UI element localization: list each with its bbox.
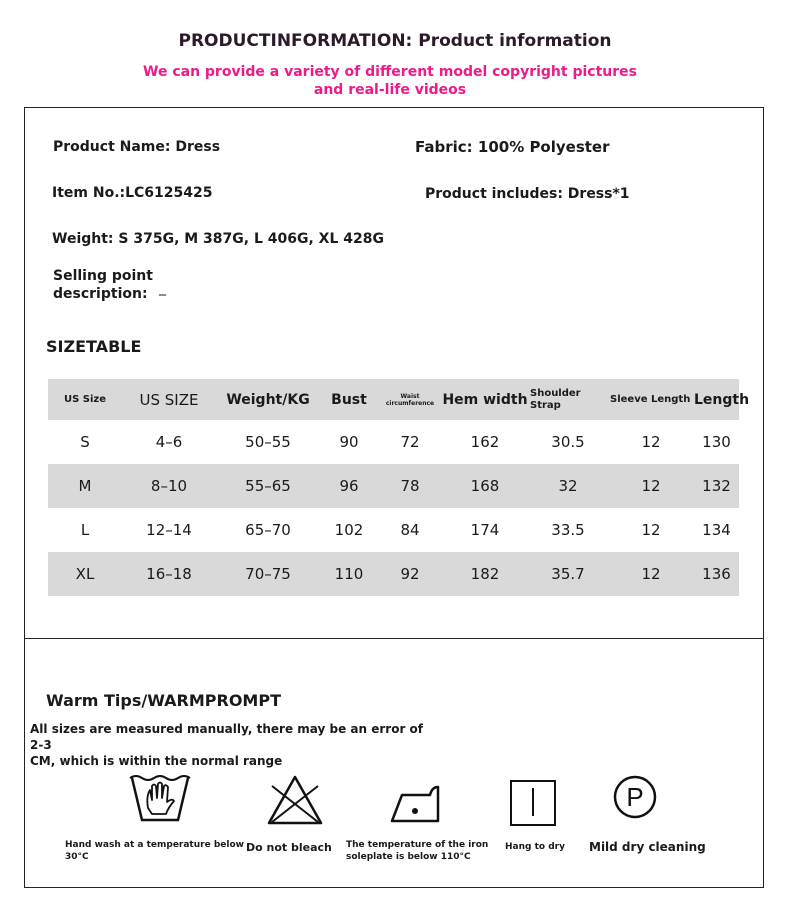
table-cell: 8–10 bbox=[122, 464, 216, 508]
table-cell: 132 bbox=[694, 464, 739, 508]
table-cell: 12 bbox=[641, 433, 661, 451]
page-title: PRODUCTINFORMATION: Product information bbox=[178, 31, 612, 51]
selling-point-label-line1: Selling point bbox=[53, 268, 153, 284]
size-table-header: Hem width bbox=[442, 379, 528, 420]
size-table-title: SIZETABLE bbox=[46, 337, 142, 356]
warm-tips-line: All sizes are measured manually, there may be an error of 2-3 bbox=[30, 722, 423, 752]
page-subtitle: We can provide a variety of different model copyright pictures and real-life videos bbox=[143, 64, 637, 98]
table-cell: 130 bbox=[702, 433, 731, 451]
table-cell: 12–14 bbox=[146, 521, 192, 539]
table-cell: M bbox=[48, 464, 122, 508]
table-cell: 84 bbox=[400, 521, 420, 539]
hand-wash-label bbox=[65, 839, 244, 863]
iron-label bbox=[346, 839, 488, 863]
size-table-header-row bbox=[48, 379, 739, 420]
table-row bbox=[48, 464, 739, 508]
iron-label-line: soleplate is below 110°C bbox=[346, 852, 471, 862]
hand-wash-icon bbox=[128, 772, 192, 824]
size-table-header: Bust bbox=[320, 379, 378, 420]
size-table-header: Weight/KG bbox=[216, 379, 320, 420]
table-cell: 134 bbox=[702, 521, 731, 539]
size-table-header: Shoulder Strap bbox=[528, 379, 608, 420]
table-cell: 162 bbox=[470, 433, 500, 451]
table-cell: 35.7 bbox=[528, 552, 608, 596]
size-table-header: Length bbox=[694, 379, 739, 420]
table-cell: 110 bbox=[320, 552, 378, 596]
size-table-header: US SIZE bbox=[122, 379, 216, 420]
table-cell: 30.5 bbox=[551, 433, 585, 451]
table-cell: 12 bbox=[641, 521, 661, 539]
no-bleach-icon bbox=[266, 774, 324, 826]
hand-wash-label-line: Hand wash at a temperature below bbox=[65, 840, 244, 850]
product-weight: Weight: S 375G, M 387G, L 406G, XL 428G bbox=[52, 231, 384, 247]
hang-dry-label: Hang to dry bbox=[505, 842, 565, 852]
table-cell: 12 bbox=[608, 464, 694, 508]
table-cell: 174 bbox=[470, 521, 500, 539]
selling-point-value: _ bbox=[159, 280, 166, 296]
table-cell: 92 bbox=[378, 552, 442, 596]
table-cell: 78 bbox=[378, 464, 442, 508]
table-cell: 102 bbox=[334, 521, 364, 539]
table-row bbox=[48, 508, 739, 552]
table-cell: 96 bbox=[320, 464, 378, 508]
hand-wash-label-line: 30°C bbox=[65, 852, 89, 862]
table-cell: 70–75 bbox=[216, 552, 320, 596]
hang-dry-icon bbox=[510, 780, 556, 826]
table-row bbox=[48, 420, 739, 464]
dry-clean-symbol: P bbox=[626, 782, 644, 812]
table-cell: 182 bbox=[442, 552, 528, 596]
table-cell: 55–65 bbox=[216, 464, 320, 508]
table-cell: 33.5 bbox=[551, 521, 585, 539]
no-bleach-label: Do not bleach bbox=[246, 841, 332, 854]
warm-tips-title: Warm Tips/WARMPROMPT bbox=[46, 691, 281, 710]
table-cell: XL bbox=[48, 552, 122, 596]
dry-clean-label: Mild dry cleaning bbox=[589, 840, 706, 854]
dry-clean-icon bbox=[612, 774, 658, 820]
warm-tips-line: CM, which is within the normal range bbox=[30, 754, 283, 768]
iron-icon bbox=[388, 783, 442, 825]
table-cell: 32 bbox=[528, 464, 608, 508]
table-cell: 16–18 bbox=[122, 552, 216, 596]
table-cell: 65–70 bbox=[245, 521, 291, 539]
table-cell: 136 bbox=[694, 552, 739, 596]
size-table bbox=[48, 379, 750, 596]
table-row bbox=[48, 552, 739, 596]
product-fabric: Fabric: 100% Polyester bbox=[415, 138, 610, 156]
table-cell: 12 bbox=[608, 552, 694, 596]
warm-tips-text bbox=[30, 721, 430, 769]
item-number: Item No.:LC6125425 bbox=[52, 185, 213, 201]
selling-point-label-line2: description: bbox=[53, 286, 148, 302]
table-cell: 90 bbox=[339, 433, 359, 451]
table-cell: 168 bbox=[442, 464, 528, 508]
size-table-header: Waist circumference bbox=[378, 379, 442, 420]
table-cell: 4–6 bbox=[155, 433, 183, 451]
table-cell: 50–55 bbox=[245, 433, 291, 451]
size-table-header: Sleeve Length bbox=[608, 379, 694, 420]
table-cell: L bbox=[80, 521, 90, 539]
product-includes: Product includes: Dress*1 bbox=[425, 186, 630, 202]
size-table-header: US Size bbox=[48, 379, 122, 420]
table-cell: S bbox=[80, 433, 90, 451]
iron-label-line: The temperature of the iron bbox=[346, 840, 489, 850]
product-name: Product Name: Dress bbox=[53, 139, 221, 155]
table-cell: 72 bbox=[400, 433, 420, 451]
